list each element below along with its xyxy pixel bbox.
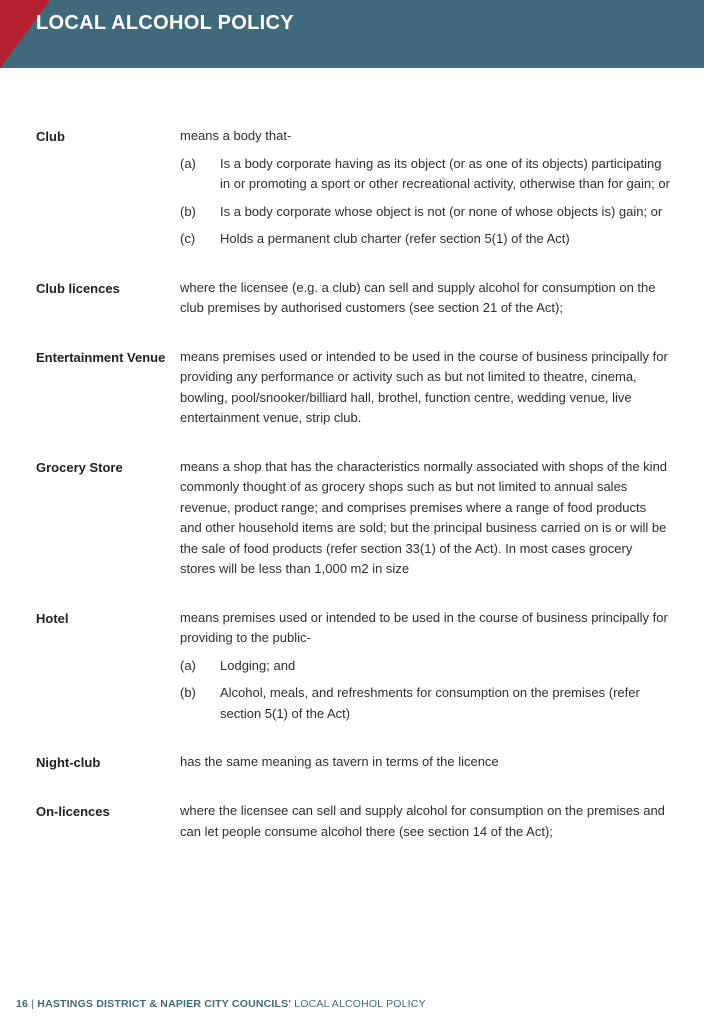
subitem-text: Is a body corporate having as its object (or as one of its objects) participating in or promoting a sport or other recreational activity, otherwise than for gain; or [220, 155, 670, 191]
footer-organisation: HASTINGS DISTRICT & NAPIER CITY COUNCILS' [37, 998, 292, 1010]
definition-term: Entertainment Venue [36, 349, 166, 365]
page-title: LOCAL ALCOHOL POLICY [36, 12, 294, 34]
definition-description [180, 126, 670, 250]
subitem-label: (a) [180, 657, 196, 673]
definition-description [180, 608, 670, 725]
definition-term: Hotel [36, 610, 69, 626]
definition-hotel [36, 608, 670, 725]
page-header [0, 0, 704, 68]
subitem-label: (a) [180, 155, 196, 171]
subitem-label: (b) [180, 203, 196, 219]
definition-entertainment-venue [36, 347, 670, 429]
definition-night-club [36, 752, 670, 773]
definition-term: Club licences [36, 280, 120, 296]
definition-description: where the licensee can sell and supply alcohol for consumption on the premises and can let people consume alcohol there (see section 14 of the Act); [180, 803, 665, 839]
definition-intro: means a body that- [180, 128, 292, 143]
definition-subitem [180, 202, 670, 223]
definition-club-licences [36, 278, 670, 319]
definition-club [36, 126, 670, 250]
page-footer [16, 998, 426, 1010]
definition-grocery-store [36, 457, 670, 580]
subitem-text: Holds a permanent club charter (refer section 5(1) of the Act) [220, 231, 570, 246]
definition-term: Night-club [36, 755, 101, 770]
subitem-label: (b) [180, 685, 196, 700]
definition-subitem [180, 154, 670, 195]
footer-separator: | [31, 998, 35, 1010]
definition-term: Club [36, 129, 65, 144]
page-number: 16 [16, 998, 29, 1010]
subitem-label: (c) [180, 231, 196, 246]
definition-term: On-licences [36, 804, 110, 819]
definition-term: Grocery Store [36, 459, 123, 475]
subitem-text: Alcohol, meals, and refreshments for consumption on the premises (refer section 5(1) of the Act) [220, 685, 640, 721]
definition-description: has the same meaning as tavern in terms of the licence [180, 754, 499, 769]
definition-subitem [180, 229, 670, 250]
definition-description: means premises used or intended to be used in the course of business principally for providing any performance or activity such as but not limited to theatre, cinema, bowling, pool/snooker/billiard hall, brothel, function centre, wedding venue, live entertainment venue, strip club. [180, 348, 668, 425]
definition-description: where the licensee (e.g. a club) can sell and supply alcohol for consumption on the club premises by authorised customers (see section 21 of the Act); [180, 279, 656, 315]
definition-description: means a shop that has the characteristics normally associated with shops of the kind commonly thought of as grocery shops such as but not limited to annual sales revenue, product range; and comprises premises where a range of food products and other household items are sold; but the principal business carried on is or will be the sale of food products (refer section 33(1) of the Act). In most cases grocery stores will be less than 1,000 m2 in size [180, 458, 668, 576]
subitem-text: Lodging; and [220, 657, 296, 673]
definitions-list [36, 126, 670, 870]
footer-document-title: LOCAL ALCOHOL POLICY [294, 998, 426, 1010]
definition-intro: means premises used or intended to be used in the course of business principally for providing to the public- [180, 609, 668, 645]
definition-on-licences [36, 801, 670, 842]
definition-subitem [180, 683, 670, 724]
subitem-text: Is a body corporate whose object is not (or none of whose objects is) gain; or [220, 203, 663, 219]
definition-subitem [180, 656, 670, 677]
